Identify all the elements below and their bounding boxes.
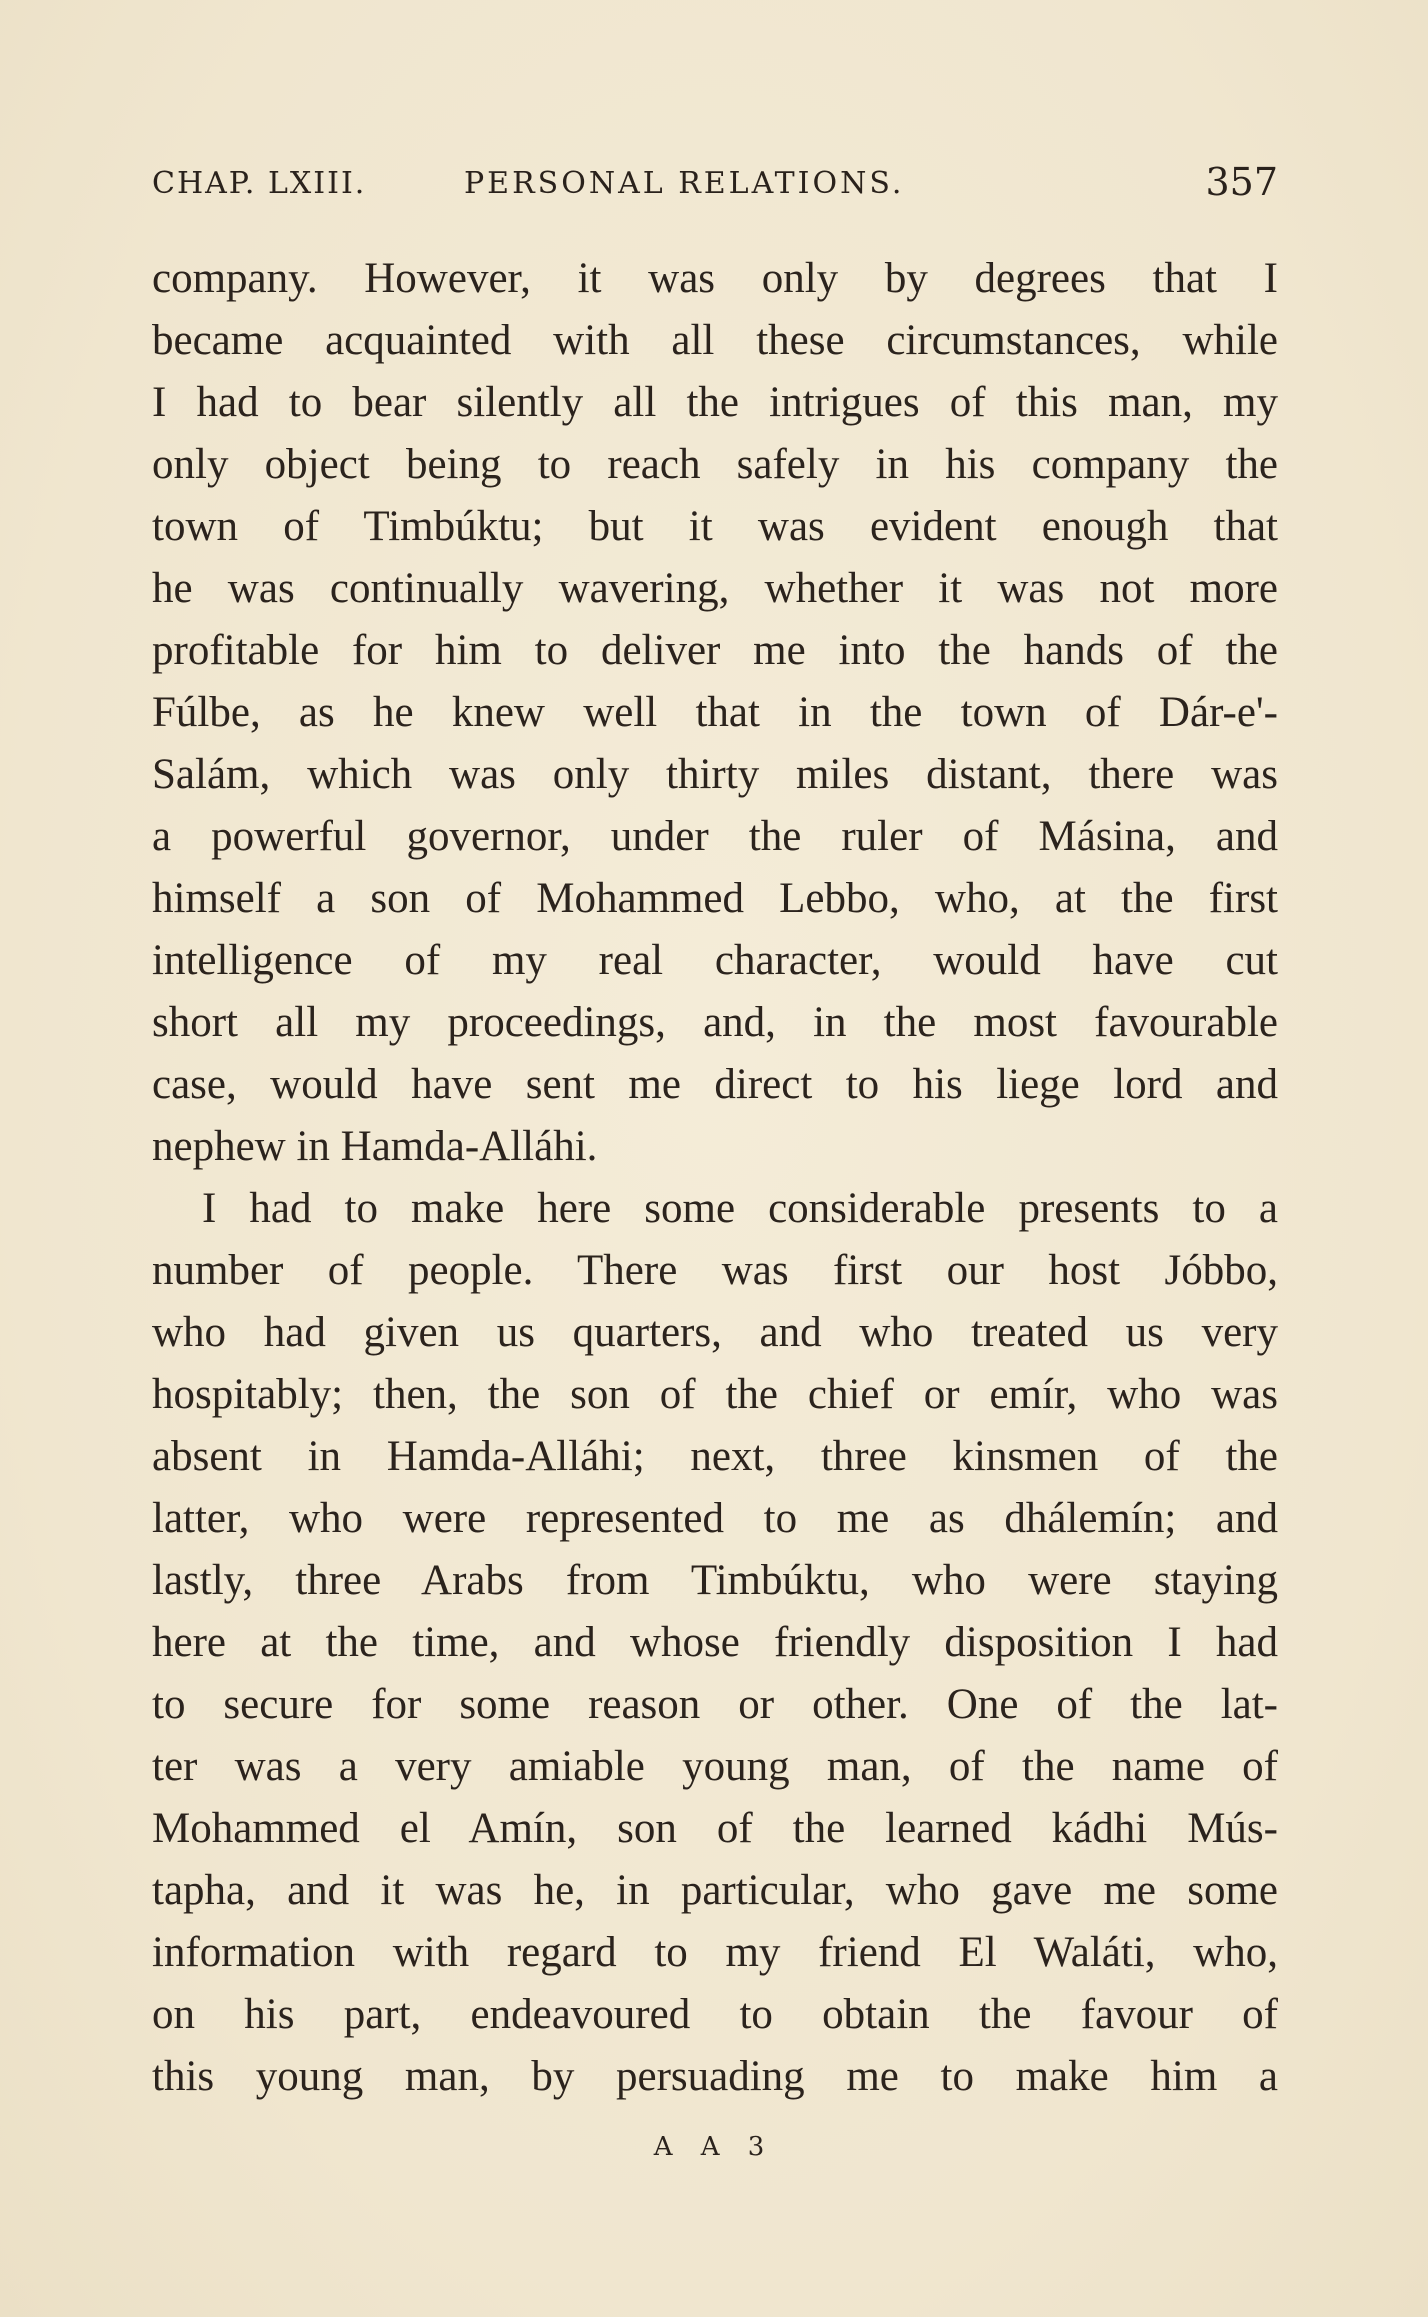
text-line: latter, who were represented to me as dhálemín; and bbox=[152, 1495, 1278, 1542]
text-line: intelligence of my real character, would have cut bbox=[152, 937, 1278, 984]
paragraph-first-line: I had to make here some considerable presents to a bbox=[202, 1185, 1278, 1232]
text-line: Salám, which was only thirty miles distant, there was bbox=[152, 751, 1278, 798]
text-line: Mohammed el Amín, son of the learned kádhi Mús- bbox=[152, 1805, 1278, 1852]
text-line: who had given us quarters, and who treated us very bbox=[152, 1309, 1278, 1356]
text-line: short all my proceedings, and, in the most favourable bbox=[152, 999, 1278, 1046]
text-line: he was continually wavering, whether it was not more bbox=[152, 565, 1278, 612]
text-line: number of people. There was first our host Jóbbo, bbox=[152, 1247, 1278, 1294]
text-line: absent in Hamda-Alláhi; next, three kinsmen of the bbox=[152, 1433, 1278, 1480]
running-header bbox=[152, 160, 1278, 210]
text-line: a powerful governor, under the ruler of Másina, and bbox=[152, 813, 1278, 860]
text-line: only object being to reach safely in his company the bbox=[152, 441, 1278, 488]
text-line: company. However, it was only by degrees that I bbox=[152, 255, 1278, 302]
text-line: I had to bear silently all the intrigues of this man, my bbox=[152, 379, 1278, 426]
text-line: here at the time, and whose friendly disposition I had bbox=[152, 1619, 1278, 1666]
text-line: this young man, by persuading me to make him a bbox=[152, 2053, 1278, 2100]
page-number: 357 bbox=[1205, 160, 1278, 204]
text-line: hospitably; then, the son of the chief or emír, who was bbox=[152, 1371, 1278, 1418]
text-line: became acquainted with all these circumstances, while bbox=[152, 317, 1278, 364]
text-line: case, would have sent me direct to his liege lord and bbox=[152, 1061, 1278, 1108]
signature-mark: A A 3 bbox=[653, 2132, 775, 2162]
text-line: Fúlbe, as he knew well that in the town of Dár-e'- bbox=[152, 689, 1278, 736]
text-line: to secure for some reason or other. One of the lat- bbox=[152, 1681, 1278, 1728]
text-line: profitable for him to deliver me into the hands of the bbox=[152, 627, 1278, 674]
text-line: himself a son of Mohammed Lebbo, who, at the first bbox=[152, 875, 1278, 922]
paragraph-end-line: nephew in Hamda-Alláhi. bbox=[152, 1123, 598, 1170]
text-line: ter was a very amiable young man, of the name of bbox=[152, 1743, 1278, 1790]
text-line: town of Timbúktu; but it was evident enough that bbox=[152, 503, 1278, 550]
text-line: tapha, and it was he, in particular, who gave me some bbox=[152, 1867, 1278, 1914]
running-title: PERSONAL RELATIONS. bbox=[464, 166, 905, 201]
body-text bbox=[152, 248, 1278, 2108]
text-line: lastly, three Arabs from Timbúktu, who were staying bbox=[152, 1557, 1278, 1604]
chapter-label: CHAP. LXIII. bbox=[152, 166, 367, 201]
text-line: on his part, endeavoured to obtain the favour of bbox=[152, 1991, 1278, 2038]
text-line: information with regard to my friend El Waláti, who, bbox=[152, 1929, 1278, 1976]
